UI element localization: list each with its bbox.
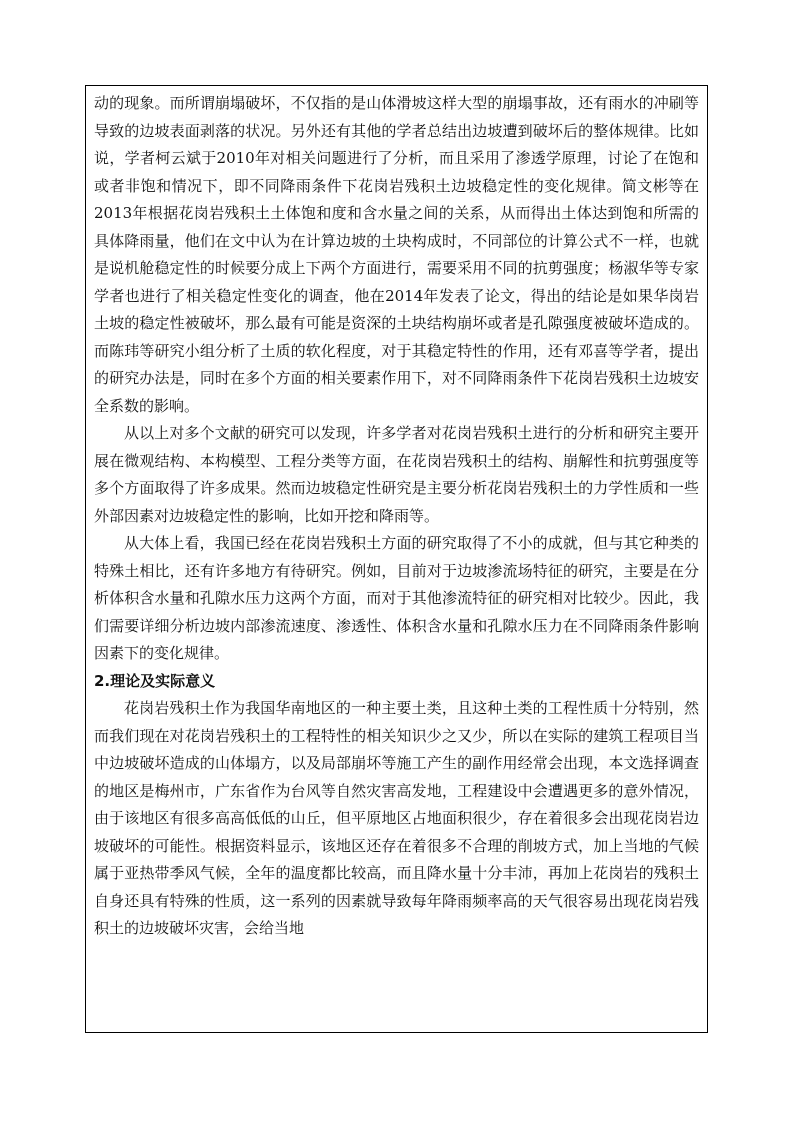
document-table-cell	[85, 85, 708, 1033]
paragraph-continued: 动的现象。而所谓崩塌破坏，不仅指的是山体滑坡这样大型的崩塌事故，还有雨水的冲刷等导致的边坡表面剥落的状况。另外还有其他的学者总结出边坡遭到破坏后的整体规律。比如说，学者柯云斌于2010年对相关问题进行了分析，而且采用了渗透学原理，讨论了在饱和或者非饱和情况下，即不同降雨条件下花岗岩残积土边坡稳定性的变化规律。简文彬等在2013年根据花岗岩残积土土体饱和度和含水量之间的关系，从而得出土体达到饱和所需的具体降雨量，他们在文中认为在计算边坡的土块构成时，不同部位的计算公式不一样，也就是说机舱稳定性的时候要分成上下两个方面进行，需要采用不同的抗剪强度；杨淑华等专家学者也进行了相关稳定性变化的调查，他在2014年发表了论文，得出的结论是如果华岗岩土坡的稳定性被破坏，那么最有可能是资深的土块结构崩坏或者是孔隙强度被破坏造成的。而陈玮等研究小组分析了土质的软化程度，对于其稳定特性的作用，还有邓喜等学者，提出的研究办法是，同时在多个方面的相关要素作用下，对不同降雨条件下花岗岩残积土边坡安全系数的影响。	[94, 94, 699, 415]
paragraph-research-gap: 从大体上看，我国已经在花岗岩残积土方面的研究取得了不小的成就，但与其它种类的特殊土相比，还有许多地方有待研究。例如，目前对于边坡渗流场特征的研究，主要是在分析体积含水量和孔隙水压力这两个方面，而对于其他渗流特征的研究相对比较少。因此，我们需要详细分析边坡内部渗流速度、渗透性、体积含水量和孔隙水压力在不同降雨条件影响因素下的变化规律。	[94, 534, 699, 662]
paragraph-literature-summary: 从以上对多个文献的研究可以发现，许多学者对花岗岩残积土进行的分析和研究主要开展在微观结构、本构模型、工程分类等方面，在花岗岩残积土的结构、崩解性和抗剪强度等多个方面取得了许多成果。然而边坡稳定性研究是主要分析花岗岩残积土的力学性质和一些外部因素对边坡稳定性的影响，比如开挖和降雨等。	[94, 424, 699, 525]
document-body	[94, 90, 699, 943]
section-heading: 2.理论及实际意义	[94, 671, 216, 690]
paragraph-significance: 花岗岩残积土作为我国华南地区的一种主要土类，且这种土类的工程性质十分特别，然而我们现在对花岗岩残积土的工程特性的相关知识少之又少，所以在实际的建筑工程项目当中边坡破坏造成的山体塌方，以及局部崩坏等施工产生的副作用经常会出现，本文选择调查的地区是梅州市，广东省作为台风等自然灾害高发地，工程建设中会遭遇更多的意外情况，由于该地区有很多高高低低的山丘，但平原地区占地面积很少，存在着很多会出现花岗岩边坡破坏的可能性。根据资料显示，该地区还存在着很多不合理的削坡方式，加上当地的气候属于亚热带季风气候，全年的温度都比较高，而且降水量十分丰沛，再加上花岗岩的残积土自身还具有特殊的性质，这一系列的因素就导致每年降雨频率高的天气很容易出现花岗岩残积土的边坡破坏灾害，会给当地	[94, 699, 699, 937]
